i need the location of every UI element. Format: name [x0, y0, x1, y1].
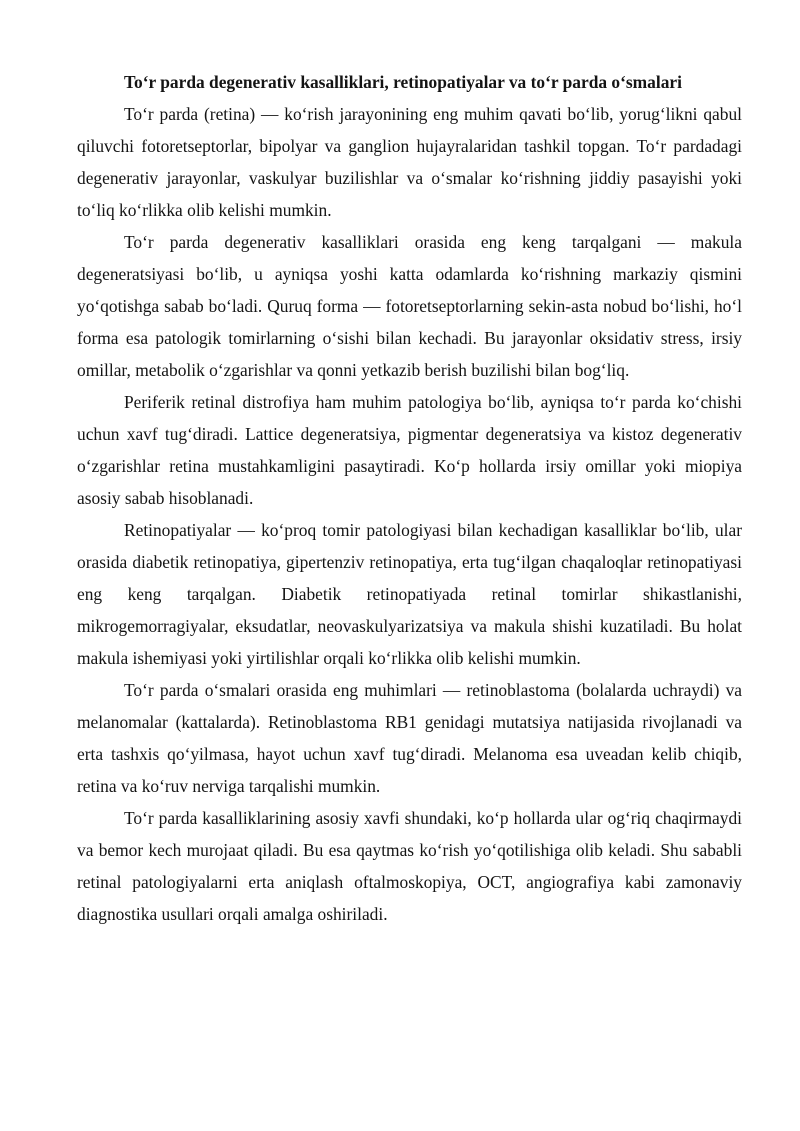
paragraph-peripheral-dystrophy: Periferik retinal distrofiya ham muhim patologiya bo‘lib, ayniqsa to‘r parda ko‘chishi uchun xavf tug‘diradi. Lattice degeneratsiya, pigmentar degeneratsiya va kistoz degenerativ o‘zgarishlar retina mustahkamligini pasaytiradi. Ko‘p hollarda irsiy omillar yoki miopiya asosiy sabab hisoblanadi. — [77, 392, 742, 508]
paragraph-retinal-tumors: To‘r parda o‘smalari orasida eng muhimlari — retinoblastoma (bolalarda uchraydi) va melanomalar (kattalarda). Retinoblastoma RB1 genidagi mutatsiya natijasida rivojlanadi va erta tashxis qo‘yilmasa, hayot uchun xavf tug‘diradi. Melanoma esa uveadan kelib chiqib, retina va ko‘ruv nerviga tarqalishi mumkin. — [77, 680, 742, 796]
paragraph-retina-intro: To‘r parda (retina) — ko‘rish jarayonining eng muhim qavati bo‘lib, yorug‘likni qabul qiluvchi fotoretseptorlar, bipolyar va ganglion hujayralaridan tashkil topgan. To‘r pardadagi degenerativ jarayonlar, vaskulyar buzilishlar va o‘smalar ko‘rishning jiddiy pasayishi yoki to‘liq ko‘rlikka olib kelishi mumkin. — [77, 104, 742, 220]
paragraph-conclusion: To‘r parda kasalliklarining asosiy xavfi shundaki, ko‘p hollarda ular og‘riq chaqirmaydi va bemor kech murojaat qiladi. Bu esa qaytmas ko‘rish yo‘qotilishiga olib keladi. Shu sababli retinal patologiyalarni erta aniqlash oftalmoskopiya, OCT, angiografiya kabi zamonaviy diagnostika usullari orqali amalga oshiriladi. — [77, 808, 742, 924]
document-page — [77, 66, 742, 930]
document-title: To‘r parda degenerativ kasalliklari, retinopatiyalar va to‘r parda o‘smalari — [124, 72, 682, 92]
paragraph-macular-degeneration: To‘r parda degenerativ kasalliklari orasida eng keng tarqalgani — makula degeneratsiyasi bo‘lib, u ayniqsa yoshi katta odamlarda ko‘rishning markaziy qismini yo‘qotishga sabab bo‘ladi. Quruq forma — fotoretseptorlarning sekin-asta nobud bo‘lishi, ho‘l forma esa patologik tomirlarning o‘sishi bilan kechadi. Bu jarayonlar oksidativ stress, irsiy omillar, metabolik o‘zgarishlar va qonni yetkazib berish buzilishi bilan bog‘liq. — [77, 232, 742, 380]
paragraph-retinopathies: Retinopatiyalar — ko‘proq tomir patologiyasi bilan kechadigan kasalliklar bo‘lib, ular orasida diabetik retinopatiya, gipertenziv retinopatiya, erta tug‘ilgan chaqaloqlar retinopatiyasi eng keng tarqalgan. Diabetik retinopatiyada retinal tomirlar shikastlanishi, mikrogemorragiyalar, eksudatlar, neovaskulyarizatsiya va makula shishi kuzatiladi. Bu holat makula ishemiyasi yoki yirtilishlar orqali ko‘rlikka olib kelishi mumkin. — [77, 520, 742, 668]
